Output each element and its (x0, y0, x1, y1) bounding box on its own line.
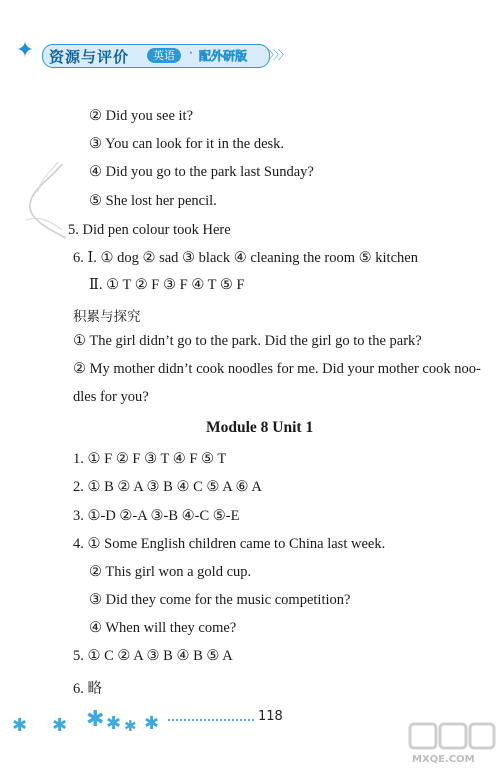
star-logo-icon: ✦ (15, 38, 35, 63)
star-icon: ✱ (106, 713, 122, 734)
star-icon: ✱ (12, 715, 28, 736)
answer-line: 5. Did pen colour took Here (68, 222, 231, 238)
answer-line: 6. Ⅰ. ① dog ② sad ③ black ④ cleaning the room ⑤ kitchen (73, 250, 418, 266)
answer-line: ② Did you see it? (89, 108, 194, 124)
answer-line: ⑤ She lost her pencil. (89, 193, 217, 209)
section-heading: 积累与探究 (73, 309, 141, 325)
decorative-swirl-icon (22, 158, 74, 248)
answer-line: ① The girl didn’t go to the park. Did the girl go to the park? (73, 333, 422, 349)
star-icon: ✱ (86, 707, 105, 732)
page-header (12, 38, 292, 78)
answer-line: 3. ①-D ②-A ③-B ④-C ⑤-E (73, 508, 240, 524)
star-icon: ✱ (144, 713, 160, 734)
header-banner (42, 44, 270, 68)
header-separator: · (189, 46, 193, 60)
watermark-text: MXQE.COM (412, 754, 475, 765)
footer-dotted-line (168, 719, 254, 721)
answer-line: Ⅱ. ① T ② F ③ F ④ T ⑤ F (89, 277, 245, 293)
page-number: 118 (258, 709, 283, 724)
chevrons-right-icon: 〉〉〉 (268, 48, 290, 62)
answer-line: ③ You can look for it in the desk. (89, 136, 285, 152)
edition-label: 配外研版 (199, 49, 248, 63)
answer-line: ③ Did they come for the music competition? (89, 592, 351, 608)
answer-line: 1. ① F ② F ③ T ④ F ⑤ T (73, 451, 227, 467)
answer-line: ④ Did you go to the park last Sunday? (89, 164, 314, 180)
answer-line: ④ When will they come? (89, 620, 237, 636)
star-icon: ✱ (52, 715, 68, 736)
subject-badge: 英语 (147, 48, 181, 63)
answer-line: 6. 略 (73, 681, 102, 697)
answer-line: 4. ① Some English children came to China last week. (73, 536, 386, 552)
answer-line: 5. ① C ② A ③ B ④ B ⑤ A (73, 648, 233, 664)
module-heading: Module 8 Unit 1 (206, 419, 314, 436)
answer-line: ② My mother didn’t cook noodles for me. Did your mother cook noo- (73, 361, 481, 377)
answer-line: 2. ① B ② A ③ B ④ C ⑤ A ⑥ A (73, 479, 262, 495)
book-title: 资源与评价 (49, 48, 130, 66)
star-icon: ✱ (124, 717, 137, 735)
answer-line: dles for you? (73, 389, 149, 405)
answer-line: ② This girl won a gold cup. (89, 564, 252, 580)
